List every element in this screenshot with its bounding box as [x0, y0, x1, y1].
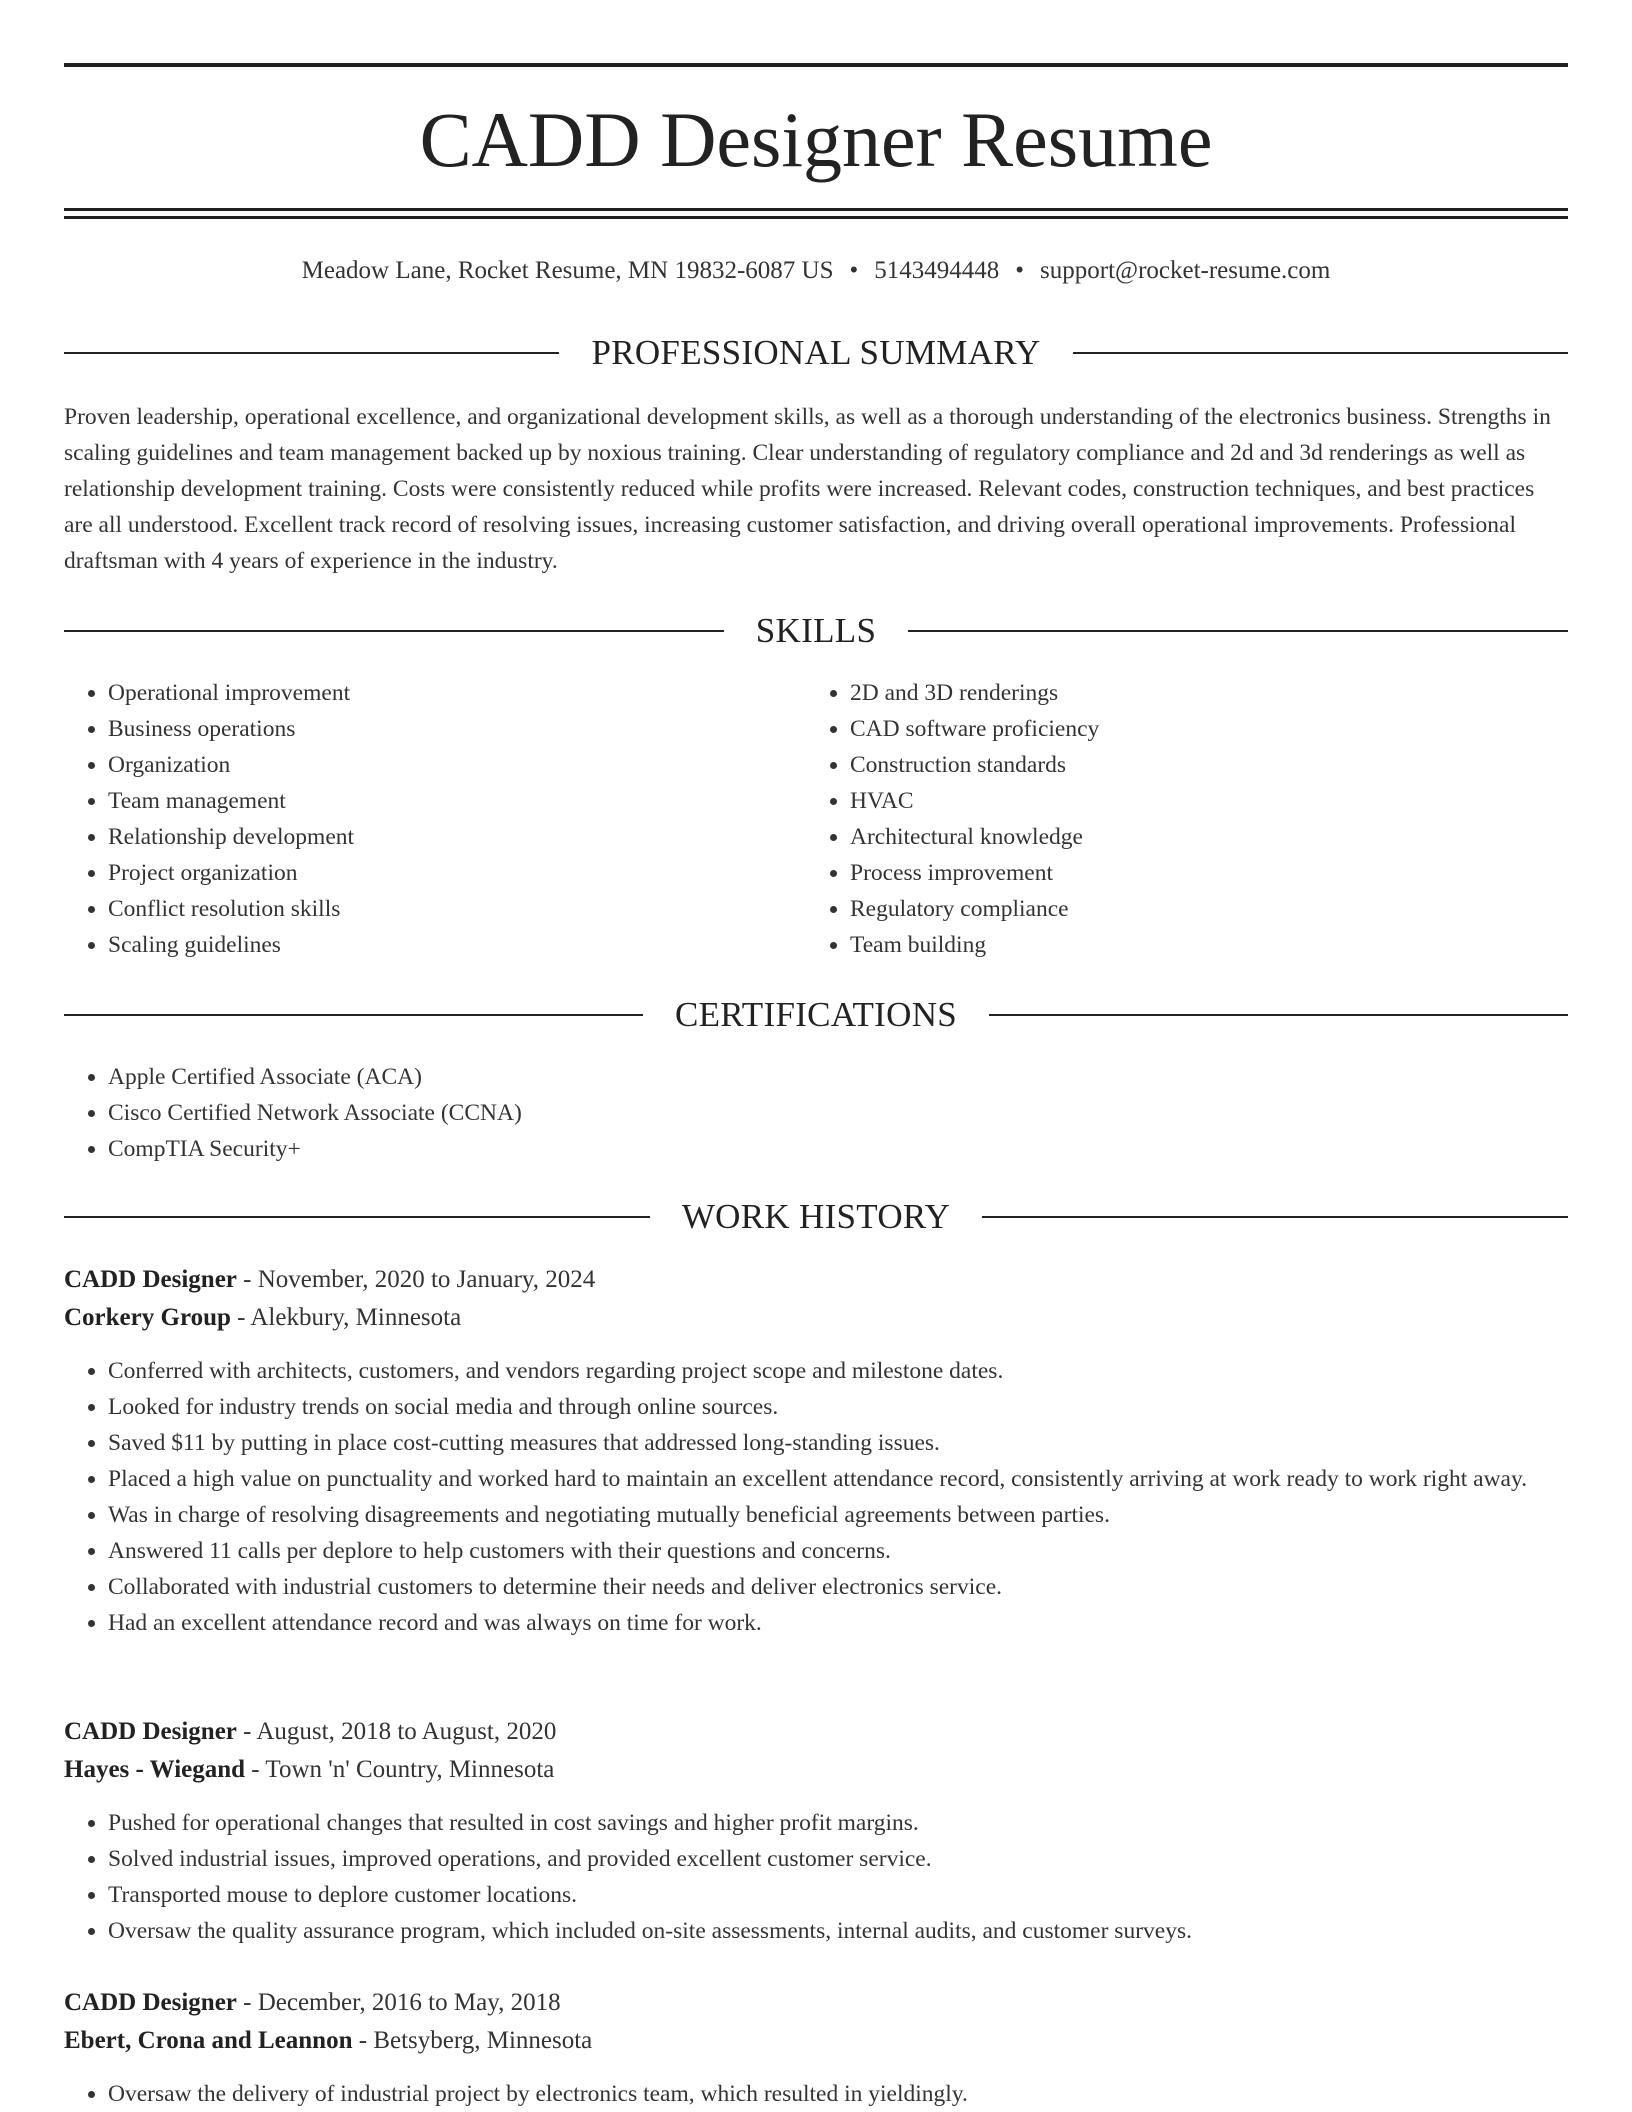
- job-title: CADD Designer: [64, 1718, 237, 1745]
- list-item: • Saved $11 by putting in place cost-cutting measures that addressed long-standing issues.: [108, 1425, 1568, 1461]
- job-company-line: [64, 1299, 1568, 1337]
- certifications-block: [64, 1059, 1064, 1167]
- contact-separator: •: [849, 257, 859, 284]
- job-location: - Betsyberg, Minnesota: [352, 2027, 593, 2054]
- job-dates: - November, 2020 to January, 2024: [236, 1266, 596, 1293]
- job-entry: [64, 1261, 1568, 1641]
- list-item: • Apple Certified Associate (ACA): [108, 1059, 1064, 1095]
- page-title: CADD Designer Resume: [419, 96, 1213, 183]
- list-item: • Team building: [850, 927, 1506, 963]
- job-entry: [64, 1713, 1568, 1949]
- skills-column-right: [806, 675, 1506, 963]
- section-title-skills: SKILLS: [755, 611, 877, 650]
- contact-phone: 5143494448: [874, 257, 1000, 284]
- section-title-work-history: WORK HISTORY: [681, 1197, 951, 1236]
- section-rule-left: [64, 1216, 650, 1218]
- job-dates: - December, 2016 to May, 2018: [236, 1989, 561, 2016]
- job-duties-list: [64, 1805, 1568, 1949]
- list-item: • Answered 11 calls per deplore to help customers with their questions and concerns.: [108, 1533, 1568, 1569]
- list-item: • HVAC: [850, 783, 1506, 819]
- section-rule-left: [64, 630, 724, 632]
- list-item: • Cisco Certified Network Associate (CCNA): [108, 1095, 1064, 1131]
- list-item: • Conferred with architects, customers, and vendors regarding project scope and milestone dates.: [108, 1353, 1568, 1389]
- job-company: Corkery Group: [64, 1304, 231, 1331]
- job-dates: - August, 2018 to August, 2020: [236, 1718, 557, 1745]
- list-item: • CompTIA Security+: [108, 1131, 1064, 1167]
- contact-info: [64, 255, 1568, 287]
- job-role-line: [64, 1713, 1568, 1751]
- list-item: • Looked for industry trends on social media and through online sources.: [108, 1389, 1568, 1425]
- job-title: CADD Designer: [64, 1266, 237, 1293]
- section-header-skills: [64, 611, 1568, 651]
- list-item: • CAD software proficiency: [850, 711, 1506, 747]
- list-item: • Construction standards: [850, 747, 1506, 783]
- section-rule-right: [1073, 352, 1568, 354]
- certifications-list: [64, 1059, 1064, 1167]
- contact-separator: •: [1015, 257, 1025, 284]
- list-item: • Oversaw the quality assurance program, which included on-site assessments, internal audits, and customer surveys.: [108, 1913, 1568, 1949]
- skills-list-left: [64, 675, 764, 963]
- list-item: • Organization: [108, 747, 764, 783]
- skills-list-right: [806, 675, 1506, 963]
- list-item: • Team management: [108, 783, 764, 819]
- job-duties-list: [64, 1353, 1568, 1641]
- section-rule-left: [64, 1014, 643, 1016]
- job-location: - Town 'n' Country, Minnesota: [245, 1756, 555, 1783]
- title-double-rule: [64, 208, 1568, 219]
- section-title-summary: PROFESSIONAL SUMMARY: [591, 333, 1041, 372]
- job-company-line: [64, 1751, 1568, 1789]
- list-item: • Was in charge of resolving disagreements and negotiating mutually beneficial agreements between parties.: [108, 1497, 1568, 1533]
- job-company: Hayes - Wiegand: [64, 1756, 246, 1783]
- summary-text: Proven leadership, operational excellence, and organizational development skills, as well as a thorough understanding of the electronics business. Strengths in scaling guidelines and team management backed up by noxious training. Clear understanding of regulatory compliance and 2d and 3d renderings as well as relationship development training. Costs were consistently reduced while profits were increased. Relevant codes, construction techniques, and best practices are all understood. Excellent track record of resolving issues, increasing customer satisfaction, and driving overall operational improvements. Professional draftsman with 4 years of experience in the industry.: [64, 404, 1551, 574]
- list-item: • Placed a high value on punctuality and worked hard to maintain an excellent attendance record, consistently arriving at work ready to work right away.: [108, 1461, 1568, 1497]
- job-company: Ebert, Crona and Leannon: [64, 2027, 353, 2054]
- section-header-certifications: [64, 995, 1568, 1035]
- list-item: • Scaling guidelines: [108, 927, 764, 963]
- contact-address: Meadow Lane, Rocket Resume, MN 19832-6087 US: [301, 257, 834, 284]
- list-item: • Pushed for operational changes that resulted in cost savings and higher profit margins.: [108, 1805, 1568, 1841]
- section-rule-right: [908, 630, 1568, 632]
- list-item: • Had an excellent attendance record and was always on time for work.: [108, 1605, 1568, 1641]
- skills-column-left: [64, 675, 764, 963]
- job-duties-list: [64, 2076, 1568, 2112]
- list-item: • Project organization: [108, 855, 764, 891]
- section-rule-right: [982, 1216, 1568, 1218]
- job-company-line: [64, 2022, 1568, 2060]
- list-item: • Architectural knowledge: [850, 819, 1506, 855]
- job-location: - Alekbury, Minnesota: [230, 1304, 462, 1331]
- top-rule: [64, 63, 1568, 67]
- list-item: • Solved industrial issues, improved operations, and provided excellent customer service.: [108, 1841, 1568, 1877]
- list-item: • Operational improvement: [108, 675, 764, 711]
- list-item: • Relationship development: [108, 819, 764, 855]
- job-entry: [64, 1984, 1568, 2112]
- list-item: • 2D and 3D renderings: [850, 675, 1506, 711]
- list-item: • Oversaw the delivery of industrial project by electronics team, which resulted in yieldingly.: [108, 2076, 1568, 2112]
- list-item: • Conflict resolution skills: [108, 891, 764, 927]
- section-rule-right: [989, 1014, 1568, 1016]
- job-role-line: [64, 1261, 1568, 1299]
- contact-email: support@rocket-resume.com: [1040, 257, 1331, 284]
- section-header-summary: [64, 333, 1568, 373]
- section-title-certifications: CERTIFICATIONS: [674, 995, 958, 1034]
- list-item: • Business operations: [108, 711, 764, 747]
- section-header-work-history: [64, 1197, 1568, 1237]
- list-item: • Transported mouse to deplore customer locations.: [108, 1877, 1568, 1913]
- list-item: • Collaborated with industrial customers to determine their needs and deliver electronics service.: [108, 1569, 1568, 1605]
- job-role-line: [64, 1984, 1568, 2022]
- list-item: • Process improvement: [850, 855, 1506, 891]
- section-rule-left: [64, 352, 559, 354]
- job-title: CADD Designer: [64, 1989, 237, 2016]
- list-item: • Regulatory compliance: [850, 891, 1506, 927]
